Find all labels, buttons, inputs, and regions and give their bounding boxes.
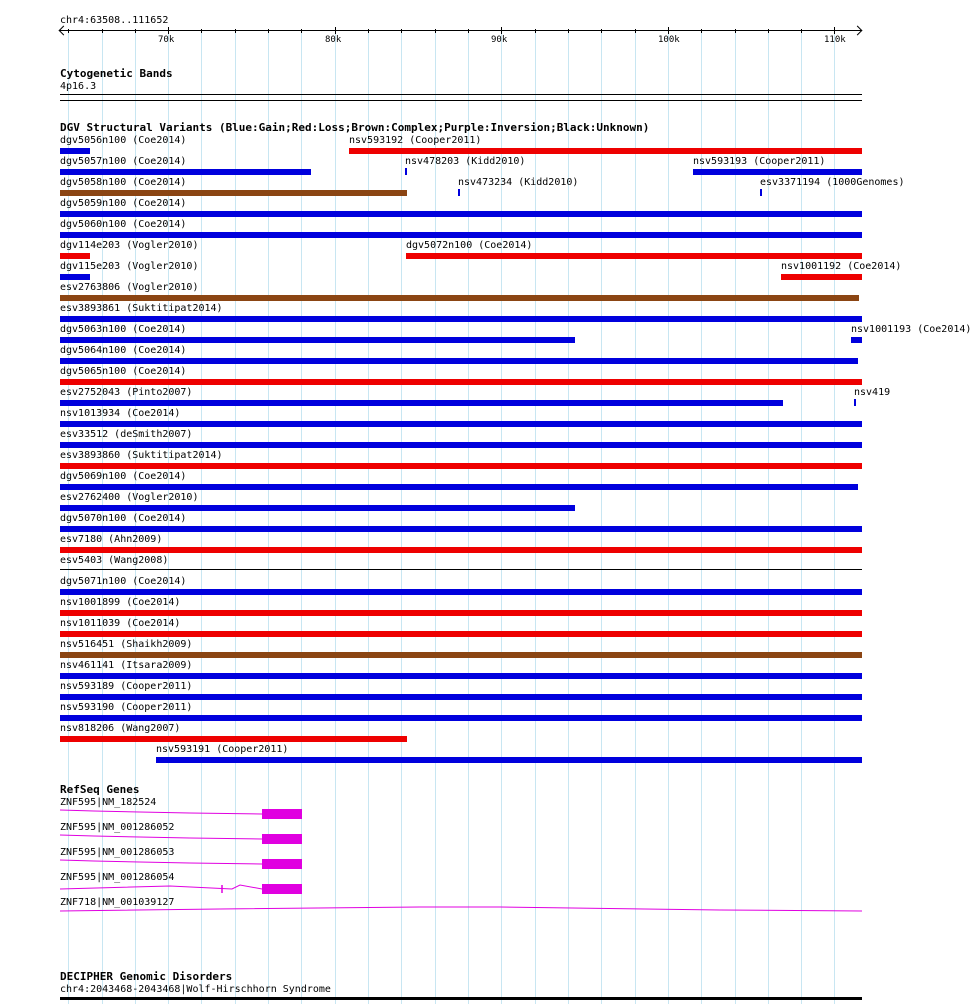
variant-bar[interactable] xyxy=(854,399,856,406)
variant-bar[interactable] xyxy=(458,189,460,196)
variant-label[interactable]: nsv473234 (Kidd2010) xyxy=(458,177,579,188)
variant-bar[interactable] xyxy=(60,610,862,616)
variant-bar[interactable] xyxy=(60,547,862,553)
decipher-feature-bar[interactable] xyxy=(60,997,862,1000)
gene-label[interactable]: ZNF595|NM_001286053 xyxy=(60,847,175,858)
ruler-tick-label: 110k xyxy=(824,35,846,45)
variant-label[interactable]: dgv5065n100 (Coe2014) xyxy=(60,366,187,377)
variant-label[interactable]: dgv5058n100 (Coe2014) xyxy=(60,177,187,188)
grid-line xyxy=(635,30,636,1004)
gene-intron-line[interactable] xyxy=(60,860,262,864)
grid-line xyxy=(401,30,402,1004)
variant-bar[interactable] xyxy=(781,274,862,280)
ruler-tick xyxy=(401,29,402,33)
variant-bar[interactable] xyxy=(60,169,311,175)
track-title-cytogenetic-bands[interactable]: Cytogenetic Bands xyxy=(60,67,173,80)
variant-bar[interactable] xyxy=(60,337,575,343)
grid-line xyxy=(235,30,236,1004)
cytoband-label[interactable]: 4p16.3 xyxy=(60,81,97,92)
variant-bar[interactable] xyxy=(851,337,862,343)
variant-label[interactable]: nsv478203 (Kidd2010) xyxy=(405,156,526,167)
track-title-dgv-structural-variants[interactable]: DGV Structural Variants (Blue:Gain;Red:Loss;Brown:Complex;Purple:Inversion;Black:Unknown) xyxy=(60,121,650,134)
ruler-tick-label: 80k xyxy=(325,35,342,45)
variant-bar[interactable] xyxy=(60,442,862,448)
variant-label[interactable]: dgv5069n100 (Coe2014) xyxy=(60,471,187,482)
variant-label[interactable]: dgv5059n100 (Coe2014) xyxy=(60,198,187,209)
ruler-tick-label: 90k xyxy=(491,35,508,45)
grid-line xyxy=(301,30,302,1004)
variant-label[interactable]: nsv593189 (Cooper2011) xyxy=(60,681,193,692)
variant-bar[interactable] xyxy=(60,484,858,490)
ruler-tick xyxy=(102,29,103,33)
grid-line xyxy=(368,30,369,1004)
variant-label[interactable]: esv7180 (Ahn2009) xyxy=(60,534,163,545)
ruler-tick xyxy=(834,27,835,34)
track-title-decipher[interactable]: DECIPHER Genomic Disorders xyxy=(60,970,233,983)
ruler-left-arrow xyxy=(59,26,69,36)
variant-label[interactable]: nsv461141 (Itsara2009) xyxy=(60,660,193,671)
variant-label[interactable]: nsv1013934 (Coe2014) xyxy=(60,408,181,419)
ruler-tick xyxy=(535,29,536,33)
variant-bar[interactable] xyxy=(60,400,783,406)
variant-bar[interactable] xyxy=(156,757,862,763)
variant-label[interactable]: dgv5071n100 (Coe2014) xyxy=(60,576,187,587)
variant-bar[interactable] xyxy=(60,694,862,700)
variant-label[interactable]: nsv516451 (Shaikh2009) xyxy=(60,639,193,650)
gene-label[interactable]: ZNF595|NM_001286052 xyxy=(60,822,175,833)
variant-label[interactable]: esv3893861 (Suktitipat2014) xyxy=(60,303,223,314)
cytoband-ideogram-line xyxy=(60,100,862,101)
gene-label[interactable]: ZNF595|NM_001286054 xyxy=(60,872,175,883)
variant-label[interactable]: esv2762400 (Vogler2010) xyxy=(60,492,199,503)
variant-label[interactable]: esv3371194 (1000Genomes) xyxy=(760,177,905,188)
variant-label[interactable]: dgv114e203 (Vogler2010) xyxy=(60,240,199,251)
variant-label[interactable]: nsv593190 (Cooper2011) xyxy=(60,702,193,713)
ruler-tick xyxy=(735,29,736,33)
ruler-tick xyxy=(668,27,669,34)
gene-intron-line[interactable] xyxy=(60,907,862,911)
variant-bar[interactable] xyxy=(60,569,862,570)
ruler-tick xyxy=(568,29,569,33)
variant-bar[interactable] xyxy=(60,631,862,637)
variant-bar[interactable] xyxy=(60,652,862,658)
ruler-tick xyxy=(301,29,302,33)
variant-label[interactable]: dgv5060n100 (Coe2014) xyxy=(60,219,187,230)
variant-bar[interactable] xyxy=(60,526,862,532)
gene-intron-line[interactable] xyxy=(60,835,262,839)
variant-label[interactable]: nsv593191 (Cooper2011) xyxy=(156,744,289,755)
variant-bar[interactable] xyxy=(60,316,862,322)
track-title-refseq-genes[interactable]: RefSeq Genes xyxy=(60,783,140,796)
decipher-entry-label[interactable]: chr4:2043468-2043468|Wolf-Hirschhorn Syndrome xyxy=(60,984,331,995)
ruler-tick xyxy=(168,27,169,34)
variant-bar[interactable] xyxy=(60,589,862,595)
variant-bar[interactable] xyxy=(60,379,862,385)
grid-line xyxy=(601,30,602,1004)
gene-intron-line[interactable] xyxy=(60,885,262,889)
variant-bar[interactable] xyxy=(349,148,862,154)
variant-bar[interactable] xyxy=(60,463,862,469)
variant-label[interactable]: dgv5064n100 (Coe2014) xyxy=(60,345,187,356)
ruler-right-arrow xyxy=(853,26,863,36)
ruler-tick xyxy=(801,29,802,33)
variant-label[interactable]: dgv115e203 (Vogler2010) xyxy=(60,261,199,272)
variant-bar[interactable] xyxy=(693,169,862,175)
variant-bar[interactable] xyxy=(60,673,862,679)
grid-line xyxy=(335,30,336,1004)
variant-label[interactable]: nsv593193 (Cooper2011) xyxy=(693,156,826,167)
variant-bar[interactable] xyxy=(406,253,862,259)
ruler-tick xyxy=(501,27,502,34)
variant-label[interactable]: dgv5070n100 (Coe2014) xyxy=(60,513,187,524)
variant-bar[interactable] xyxy=(60,253,90,259)
variant-bar[interactable] xyxy=(60,358,858,364)
ruler-tick xyxy=(635,29,636,33)
variant-label[interactable]: dgv5056n100 (Coe2014) xyxy=(60,135,187,146)
variant-bar[interactable] xyxy=(60,232,862,238)
ruler-tick-label: 70k xyxy=(158,35,175,45)
grid-line xyxy=(668,30,669,1004)
ruler-line xyxy=(60,30,862,31)
variant-label[interactable]: nsv593192 (Cooper2011) xyxy=(349,135,482,146)
ruler-tick xyxy=(68,29,69,33)
variant-label[interactable]: nsv419 xyxy=(854,387,891,398)
ruler-tick xyxy=(601,29,602,33)
gene-intron-line[interactable] xyxy=(60,810,262,814)
variant-bar[interactable] xyxy=(60,736,407,742)
variant-label[interactable]: nsv1001899 (Coe2014) xyxy=(60,597,181,608)
ruler-tick xyxy=(435,29,436,33)
ruler-tick xyxy=(335,27,336,34)
variant-label[interactable]: esv5403 (Wang2008) xyxy=(60,555,169,566)
variant-label[interactable]: nsv818206 (Wang2007) xyxy=(60,723,181,734)
ruler-tick xyxy=(468,29,469,33)
variant-bar[interactable] xyxy=(60,190,407,196)
ruler-tick xyxy=(768,29,769,33)
grid-line xyxy=(735,30,736,1004)
variant-label[interactable]: nsv1011039 (Coe2014) xyxy=(60,618,181,629)
variant-label[interactable]: esv3893860 (Suktitipat2014) xyxy=(60,450,223,461)
variant-bar[interactable] xyxy=(60,421,862,427)
variant-label[interactable]: esv2763806 (Vogler2010) xyxy=(60,282,199,293)
cytoband-ideogram-line xyxy=(60,94,862,95)
ruler-tick xyxy=(135,29,136,33)
variant-bar[interactable] xyxy=(60,274,90,280)
variant-bar[interactable] xyxy=(60,211,862,217)
variant-label[interactable]: dgv5057n100 (Coe2014) xyxy=(60,156,187,167)
variant-label[interactable]: dgv5063n100 (Coe2014) xyxy=(60,324,187,335)
variant-label[interactable]: esv2752043 (Pinto2007) xyxy=(60,387,193,398)
variant-bar[interactable] xyxy=(60,715,862,721)
grid-line xyxy=(435,30,436,1004)
grid-line xyxy=(201,30,202,1004)
location-label: chr4:63508..111652 xyxy=(60,15,169,26)
ruler-tick xyxy=(268,29,269,33)
grid-line xyxy=(268,30,269,1004)
variant-bar[interactable] xyxy=(760,189,762,196)
variant-label[interactable]: dgv5072n100 (Coe2014) xyxy=(406,240,533,251)
variant-bar[interactable] xyxy=(405,168,407,175)
ruler-tick xyxy=(235,29,236,33)
variant-bar[interactable] xyxy=(60,505,575,511)
ruler-tick xyxy=(368,29,369,33)
ruler-tick xyxy=(201,29,202,33)
gene-label[interactable]: ZNF595|NM_182524 xyxy=(60,797,157,808)
variant-bar[interactable] xyxy=(60,295,859,301)
ruler-tick-label: 100k xyxy=(658,35,680,45)
variant-label[interactable]: esv33512 (deSmith2007) xyxy=(60,429,193,440)
grid-line xyxy=(701,30,702,1004)
variant-bar[interactable] xyxy=(60,148,90,154)
variant-label[interactable]: nsv1001193 (Coe2014) xyxy=(851,324,971,335)
gene-label[interactable]: ZNF718|NM_001039127 xyxy=(60,897,175,908)
ruler-tick xyxy=(701,29,702,33)
variant-label[interactable]: nsv1001192 (Coe2014) xyxy=(781,261,902,272)
